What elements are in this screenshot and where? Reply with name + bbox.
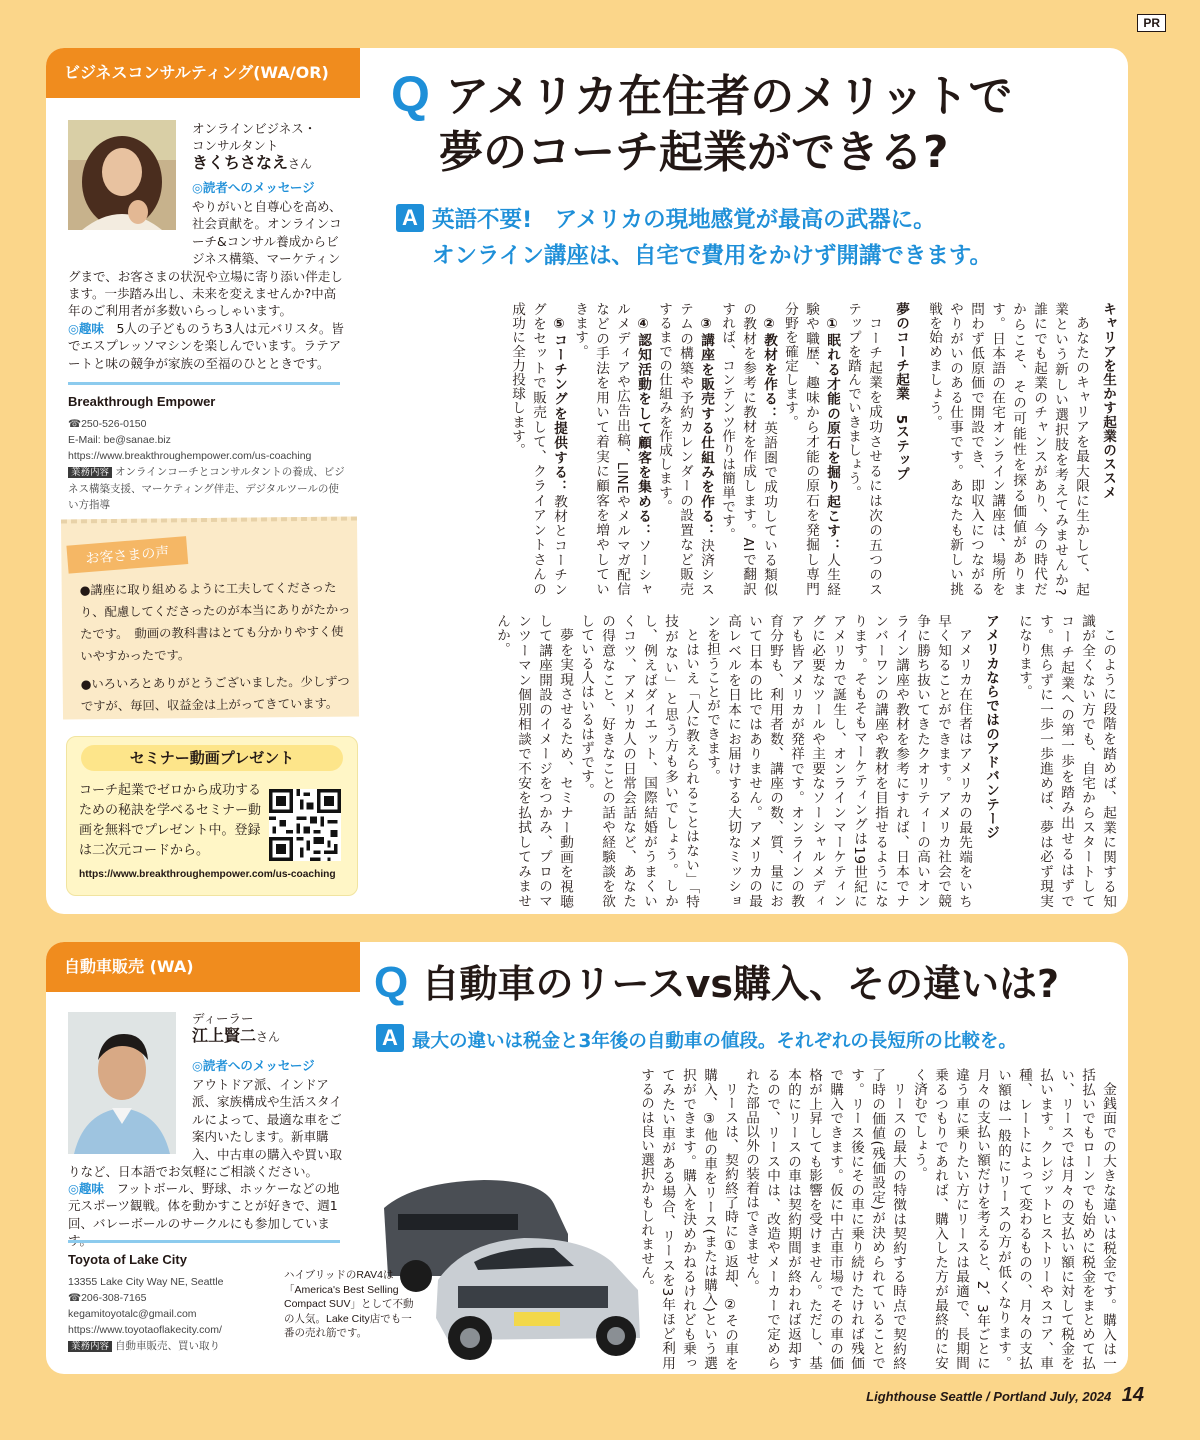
business-label: 業務内容 [68, 467, 112, 478]
hobby-text: フットボール、野球、ホッケーなどの地元スポーツ観戦。体を動かすことが好きで、週1回、バレーボールのサークルにも参加していま [68, 1181, 340, 1231]
answer-line-2: オンライン講座は、自宅で費用をかけず開講できます。 [432, 243, 993, 269]
honorific: さん [288, 157, 313, 171]
step-item [653, 302, 716, 596]
person-name: きくちさなえ [192, 153, 289, 172]
company-email: kegamitoyotalc@gmail.com [68, 1308, 197, 1320]
reader-message [68, 198, 346, 320]
answer-summary [396, 202, 1126, 274]
category-tag: 自動車販売 (WA) [46, 942, 360, 992]
step-heading: ①眠れる才能の原石を掘り起こす： [824, 315, 840, 553]
step-text: 決済システムの構築や予約カレンダーの設置など販売するまでの仕組みを作成します。 [656, 302, 714, 596]
a-mark: A [376, 1024, 404, 1052]
company-name: Breakthrough Empower [68, 394, 216, 409]
step-heading: ⑤コーチングを提供する： [551, 315, 567, 494]
page-footer [866, 1384, 1144, 1407]
step-item [716, 302, 779, 596]
title-line-1: アメリカ在住者のメリットで [445, 71, 1013, 122]
business-description [68, 1338, 288, 1355]
paragraph: コーチ起業を成功させるには次の五つのステップを踏んでいきましょう。 [845, 302, 882, 596]
customer-voice-tab: お客さまの声 [66, 536, 188, 574]
step-heading: ④認知活動をして顧客を集める： [635, 315, 651, 538]
title-text: 自動車のリースvs購入、その違いは? [421, 962, 1060, 1006]
article-body-upper [392, 302, 1118, 611]
message-heading: ◎読者へのメッセージ [192, 1058, 315, 1073]
person-name: 江上賢二 [192, 1026, 257, 1045]
step-heading: ②教材を作る： [761, 315, 777, 421]
answer-text: 最大の違いは税金と3年後の自動車の値段。それぞれの長短所の比較を。 [412, 1031, 1017, 1052]
hobby-label: ◎趣味 [68, 321, 104, 336]
section-heading: 夢のコーチ起業 5ステップ [893, 302, 909, 482]
q-mark: Q [374, 958, 409, 1007]
profile-info [192, 120, 362, 173]
seminar-url[interactable]: https://www.breakthroughempower.com/us-coaching [79, 869, 336, 880]
paragraph: リースの最大の特徴は契約する時点で契約終了時の価値(残価設定)が決められていることです。リース後にその車に乗り続けたければ残価で購入できます。仮に中古車市場でその車の価格が上昇しても影響を受けません。ただし、基本的にリースの車は契約期間が終われば返却するので、リース中は、改造やメーカーで定められた部品以外の装着はできません。 [743, 1068, 906, 1370]
company-email: E-Mail: be@sanae.biz [68, 434, 171, 446]
article-coaching [46, 48, 1128, 914]
qr-code-icon[interactable] [269, 789, 341, 861]
category-tag: ビジネスコンサルティング(WA/OR) [46, 48, 360, 98]
reader-message-text: やりがいと自尊心を高め、社会貢献を。オンラインコーチ&コンサル養成からビジネス構築、マーケティングまで、お客さまの状況や立場に寄り添い伴走します。一歩踏み出し、未来を変えませんか?中高年のご利用者が多数いらっしゃいます。 [68, 199, 343, 319]
answer-summary [376, 1024, 1126, 1058]
company-contact [68, 1274, 288, 1338]
divider [68, 1240, 340, 1243]
paragraph: アメリカ在住者はアメリカの最先端をいち早く知ることができます。アメリカ社会で競争に勝ち抜いてきたクオリティーの高いオンライン講座や教材を参考にすれば、日本でナンバーワンの講座や教材を目指せるようになります。そもそもマーケティングは19世紀にアメリカで誕生し、オンラインマーケティングに必要なツールや主要なソーシャルメディアも皆アメリカが発祥です。オンラインの教育分野も、利用者数、講座の数、質、量において日本の比ではありません。アメリカの最高レベルを日本にお届けする大切なミッションを担うことができます。 [704, 614, 972, 908]
customer-voice-text [80, 577, 353, 724]
company-phone: ☎250-526-0150 [68, 418, 147, 430]
step-item [569, 302, 653, 596]
step-text: 英語圏で成功している類似の教材を参考に教材を作成します。AIで翻訳すれば、コンテンツ作りは簡単です。 [719, 302, 777, 596]
q-mark: Q [391, 66, 430, 122]
message-heading: ◎読者へのメッセージ [192, 180, 315, 195]
hobby [68, 320, 346, 372]
section-heading: キャリアを生かす起業のススメ [1100, 302, 1116, 500]
car-caption: ハイブリッドのRAV4は「America's Best Selling Compact SUV」として不動の人気。Lake City店でも一番の売れ筋です。 [284, 1269, 414, 1339]
company-address: 13355 Lake City Way NE, Seattle [68, 1276, 224, 1288]
paragraph: このように段階を踏めば、起業に関する知識が全くない方でも、自宅からスタートしてコーチ起業への第一歩を踏み出せるはずです。焦らずに一歩一歩進めば、夢は必ず現実になります。 [1016, 614, 1116, 908]
step-text: 教材とコーチングをセットで販売して、クライアントさんの成功に全力投球します。 [509, 302, 567, 597]
a-mark: A [396, 204, 424, 232]
step-item [779, 302, 842, 596]
profile-info [192, 1010, 362, 1046]
company-name: Toyota of Lake City [68, 1252, 187, 1267]
step-text: 人生経験や職歴、趣味から才能の原石を発掘し専門分野を確定します。 [782, 302, 840, 596]
business-text: 自動車販売、買い取り [115, 1340, 221, 1352]
reader-message [68, 1076, 346, 1180]
article-body-lower [392, 614, 1118, 908]
section-heading: アメリカならではのアドバンテージ [983, 614, 999, 840]
pr-badge: PR [1137, 14, 1166, 32]
reader-message-text: アウトドア派、インドア派、家族構成や生活スタイルによって、最適な車をご案内いたします。新車購入、中古車の購入や買い取りなど、日本語でお気軽にご相談ください。 [68, 1077, 343, 1180]
answer-line-1: 英語不要! アメリカの現地感覚が最高の武器に。 [432, 207, 936, 233]
hobby-label: ◎趣味 [68, 1181, 104, 1196]
step-heading: ③講座を販売する仕組みを作る： [698, 315, 714, 538]
business-description [68, 464, 348, 513]
card-binding-stripe [61, 516, 357, 523]
paragraph: リースは、契約終了時に①返却、②その車を購入、③他の車をリース(または購入)という選択ができます。購入を決めかねるけれども乗ってみたい車がある場合、リースを3年ほど利用するのは良い選択かもしれません。 [638, 1068, 738, 1370]
business-text: オンラインコーチとコンサルタントの養成、ビジネス構築支援、マーケティング伴走、デジタルツールの使い方指導 [68, 466, 345, 511]
seminar-title: セミナー動画プレゼント [81, 745, 343, 771]
company-url[interactable]: https://www.breakthroughempower.com/us-coaching [68, 450, 312, 462]
article-body [364, 1068, 1118, 1370]
paragraph: とはいえ「人に教えられることはない」「特技がない」と思う方も多いでしょう。しかし、例えばダイエット、国際結婚がうまくいくコツ、アメリカ人の日常会話など、あなたの得意なこと、好きなことの話や経験談を欲している人はいるはずです。 [578, 614, 699, 908]
paragraph: 夢を実現させるため、セミナー動画を視聴して講座開設のイメージをつかみ、プロのマンツーマン個別相談で不安を払拭してみませんか。 [494, 614, 573, 908]
question-title [391, 66, 1111, 181]
paragraph: あなたのキャリアを最大限に生かして、起業という新しい選択肢を考えてみませんか? 誰にでも起業のチャンスがあり、今の時代だからこそ、その可能性を探る価値があります。日本語の在宅オンライン講座は、場所を問わず低原価で開設でき、即収入につながるやりがいのある仕事です。あなたも新しい挑戦を始めましょう。 [926, 302, 1089, 611]
company-phone: ☎206-308-7165 [68, 1292, 147, 1304]
hobby-text: 5人の子どものうち3人は元バリスタ。皆でエスプレッソマシンを楽しんでいます。ラテアートと味の競争が家族の至福のひとときです。 [68, 321, 344, 371]
magazine-credit: Lighthouse Seattle / Portland July, 2024 [866, 1389, 1112, 1404]
seminar-text: コーチ起業でゼロから成功するための秘訣を学べるセミナー動画を無料でプレゼント中。登録は二次元コードから。 [79, 783, 262, 858]
business-label: 業務内容 [68, 1341, 112, 1352]
role-line-1: オンラインビジネス・ [192, 121, 317, 136]
role-line-2: コンサルタント [192, 138, 279, 153]
step-item [506, 302, 569, 596]
question-title [374, 958, 1114, 1009]
honorific: さん [256, 1030, 281, 1044]
article-car-lease [46, 942, 1128, 1374]
paragraph: 金銭面での大きな違いは税金です。購入は一括払いでもローンでも始めに税金をまとめて払い、リースでは月々の支払い額に対して税金を払います。クレジットヒストリーやスコア、車種、レートによって変わるものの、月々の支払い額は一般的にリースの方が低くなります。月々の支払い額だけを考えると、2、3年ごとに違う車に乗りたい方にリースは最適で、長期間乗るつもりであれば、購入した方が最終的に安く済むでしょう。 [911, 1068, 1116, 1370]
company-url[interactable]: https://www.toyotaoflakecity.com/ [68, 1324, 222, 1336]
company-contact [68, 416, 348, 464]
customer-voice-card [61, 516, 359, 719]
title-line-2: 夢のコーチ起業ができる? [439, 127, 949, 178]
page-number: 14 [1121, 1384, 1144, 1406]
role: ディーラー [192, 1011, 254, 1026]
divider [68, 382, 340, 385]
seminar-box [66, 736, 358, 896]
step-text: ソーシャルメディアや広告出稿、LINEやメルマガ配信などの手法を用いて着実に顧客を増やしていきます。 [572, 302, 651, 596]
customer-voice-item: ●いろいろとありがとうございました。少しずつですが、毎回、収益金は上がってきています。 [80, 674, 350, 714]
customer-voice-item: ●講座に取り組めるように工夫してくださったり、配慮してくださったのが本当にありがたかったです。 動画の教科書はとても分かりやすく使いやすかったです。 [79, 580, 351, 664]
